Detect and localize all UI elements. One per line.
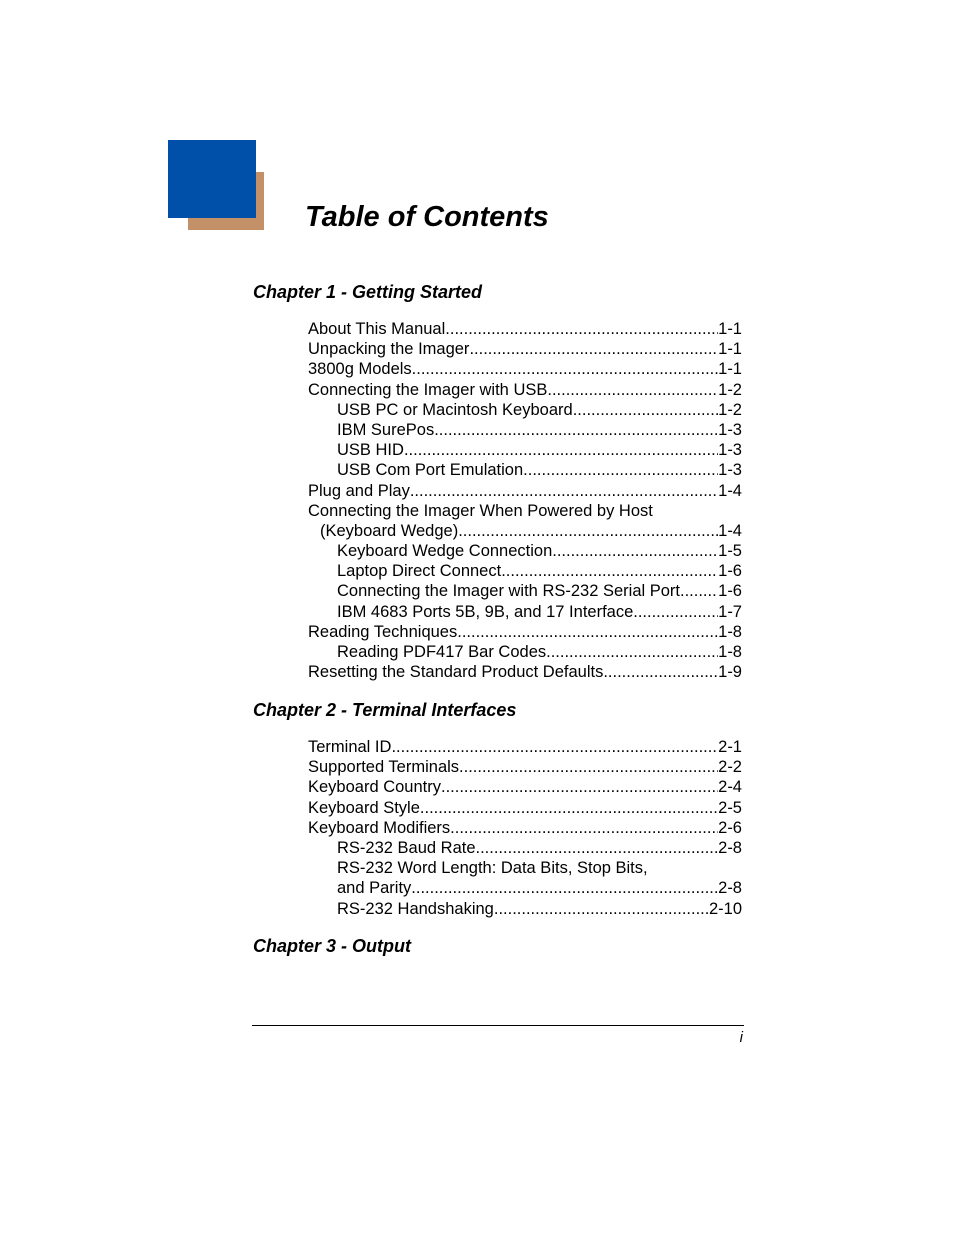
- toc-subentry[interactable]: IBM 4683 Ports 5B, 9B, and 17 Interface ..... 1-7: [308, 602, 742, 622]
- toc-entry[interactable]: Connecting the Imager When Powered by Host: [308, 501, 653, 520]
- toc-subentry[interactable]: IBM SurePos ..... 1-3: [308, 420, 742, 440]
- toc-subentry[interactable]: USB PC or Macintosh Keyboard ..... 1-2: [308, 400, 742, 420]
- toc-subentry[interactable]: RS-232 Baud Rate ..... 2-8: [308, 838, 742, 858]
- toc-entry[interactable]: Keyboard Style ..... 2-5: [308, 798, 742, 818]
- chapter-2-toc: [308, 737, 742, 919]
- toc-subentry[interactable]: Reading PDF417 Bar Codes ..... 1-8: [308, 642, 742, 662]
- toc-entry-continued[interactable]: (Keyboard Wedge) ..... 1-4: [308, 521, 742, 541]
- toc-subentry[interactable]: Connecting the Imager with RS-232 Serial Port ..... 1-6: [308, 581, 742, 601]
- toc-subentry[interactable]: USB Com Port Emulation ..... 1-3: [308, 460, 742, 480]
- toc-entry[interactable]: Connecting the Imager with USB ..... 1-2: [308, 380, 742, 400]
- toc-entry[interactable]: Resetting the Standard Product Defaults ..... 1-9: [308, 662, 742, 682]
- toc-subentry[interactable]: RS-232 Handshaking ..... 2-10: [308, 899, 742, 919]
- toc-entry[interactable]: Keyboard Modifiers ..... 2-6: [308, 818, 742, 838]
- toc-subentry-continued[interactable]: and Parity ..... 2-8: [308, 878, 742, 898]
- toc-subentry[interactable]: Keyboard Wedge Connection ..... 1-5: [308, 541, 742, 561]
- toc-entry[interactable]: Terminal ID ..... 2-1: [308, 737, 742, 757]
- chapter-3-heading: Chapter 3 - Output: [253, 936, 411, 956]
- page-number: i: [739, 1029, 743, 1046]
- toc-entry[interactable]: Keyboard Country ..... 2-4: [308, 777, 742, 797]
- toc-subentry[interactable]: RS-232 Word Length: Data Bits, Stop Bits,: [337, 859, 648, 878]
- toc-entry[interactable]: About This Manual ..... 1-1: [308, 319, 742, 339]
- chapter-1-toc: [308, 319, 742, 682]
- footer-rule: [252, 1025, 744, 1026]
- chapter-1-heading: Chapter 1 - Getting Started: [253, 282, 483, 302]
- toc-subentry[interactable]: Laptop Direct Connect ..... 1-6: [308, 561, 742, 581]
- toc-entry[interactable]: 3800g Models ..... 1-1: [308, 359, 742, 379]
- toc-entry[interactable]: Plug and Play ..... 1-4: [308, 481, 742, 501]
- chapter-block: [168, 140, 256, 218]
- toc-subentry[interactable]: USB HID ..... 1-3: [308, 440, 742, 460]
- toc-entry[interactable]: Reading Techniques ..... 1-8: [308, 622, 742, 642]
- toc-entry[interactable]: Supported Terminals ..... 2-2: [308, 757, 742, 777]
- toc-entry[interactable]: Unpacking the Imager ..... 1-1: [308, 339, 742, 359]
- page-title: Table of Contents: [305, 201, 549, 233]
- chapter-2-heading: Chapter 2 - Terminal Interfaces: [253, 700, 517, 720]
